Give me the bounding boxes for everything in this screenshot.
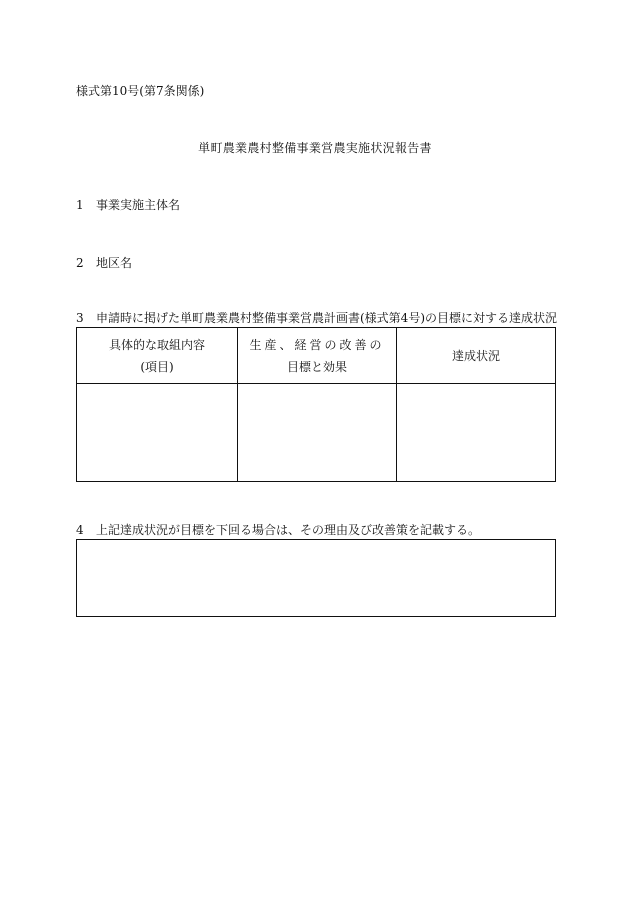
section-3-number: 3 [76,311,84,325]
header-achievement-status-label: 達成状況 [451,348,500,363]
header-goals-effects-line1: 生産、経営の改善の [249,337,385,352]
header-achievement-status [397,328,555,383]
section-4-number: 4 [76,523,84,537]
section-2-label: 地区名 [96,256,133,270]
header-goals-effects [238,328,396,383]
header-specific-measures-line2: (項目) [140,359,174,374]
cell-achievement-status-entry[interactable] [397,384,555,481]
header-goals-effects-line2: 目標と効果 [286,359,347,374]
achievement-table [76,327,556,482]
document-title: 単町農業農村整備事業営農実施状況報告書 [198,141,432,155]
section-1-number: 1 [76,198,84,212]
cell-specific-measures-entry[interactable] [77,384,237,481]
section-3-heading [76,311,557,325]
section-1-label: 事業実施主体名 [96,198,181,212]
section-2-number: 2 [76,256,84,270]
form-number: 様式第10号(第7条関係) [76,84,205,98]
section-1-heading [76,198,180,212]
section-2-heading [76,256,132,270]
header-specific-measures [77,328,237,383]
section-3-label: 申請時に掲げた単町農業農村整備事業営農計画書(様式第4号)の目標に対する達成状況 [96,311,558,325]
header-specific-measures-line1: 具体的な取組内容 [108,337,205,352]
cell-goals-effects-entry[interactable] [238,384,396,481]
reason-improvement-box[interactable] [76,539,556,617]
section-4-heading [76,523,480,537]
section-4-label: 上記達成状況が目標を下回る場合は、その理由及び改善策を記載する。 [96,523,481,537]
